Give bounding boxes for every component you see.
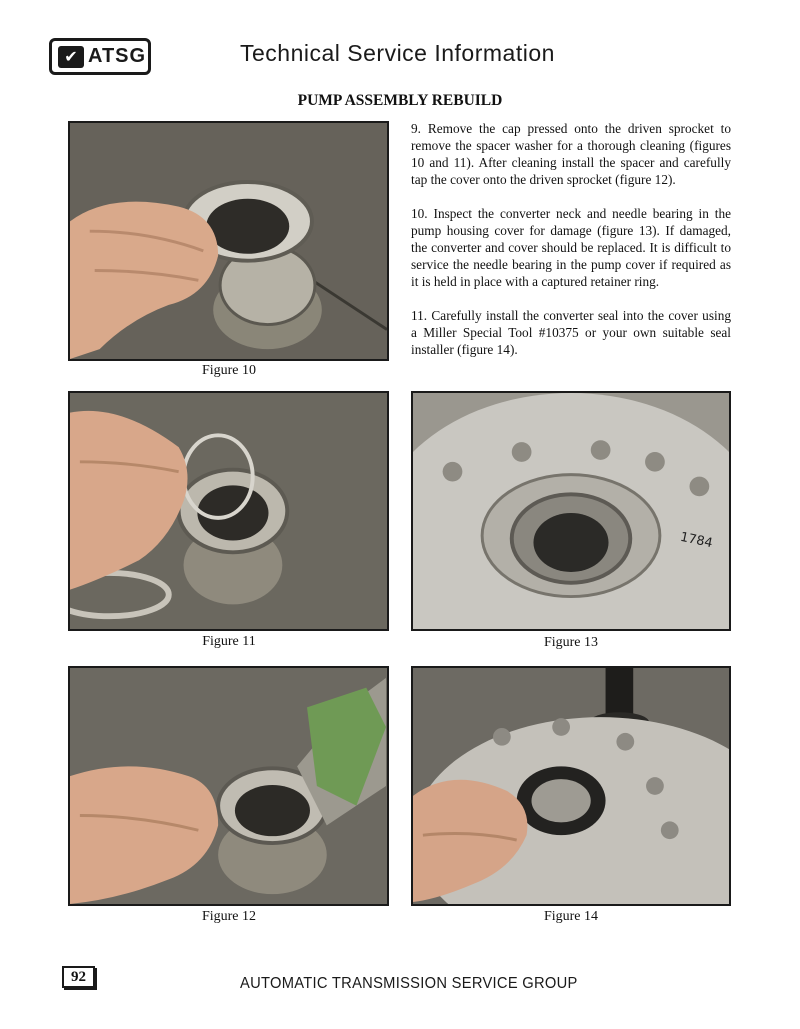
figure-13-caption: Figure 13 [543,635,599,650]
figure-13-marking: 1784 [678,529,714,552]
section-title: PUMP ASSEMBLY REBUILD [297,92,503,109]
paragraph-step-11: 11. Carefully install the converter seal into the cover using a Miller Special Tool #10375 or your own suitable seal installer (figure 14). [411,308,731,357]
figure-10-photo [68,121,389,361]
atsg-logo [49,38,151,75]
paragraph-step-10: 10. Inspect the converter neck and needle bearing in the pump housing cover for damage (figure 13). If damaged, the converter and cover should be replaced. It is difficult to service the needle bearing in the pump cover if required as it is held in place with a captured retainer ring. [411,206,731,289]
figure-11-caption: Figure 11 [202,634,256,649]
figure-12-photo [68,666,389,906]
figure-11-photo [68,391,389,631]
figure-14-photo [411,666,731,906]
header-title: Technical Service Information [240,40,555,66]
figure-10-caption: Figure 10 [201,363,257,378]
figure-14-caption: Figure 14 [543,909,599,924]
figure-12-caption: Figure 12 [201,909,257,924]
footer-organization: AUTOMATIC TRANSMISSION SERVICE GROUP [240,975,578,992]
body-text [411,120,731,375]
checkmark-icon: ✔ [58,46,84,68]
figure-13-photo [411,391,731,631]
page-number: 92 [62,966,95,988]
logo-text: ATSG [88,45,147,67]
paragraph-step-9: 9. Remove the cap pressed onto the driven sprocket to remove the spacer washer for a thorough cleaning (figures 10 and 11). After cleaning install the spacer and carefully tap the cover onto the driven sprocket (figure 12). [411,121,731,187]
